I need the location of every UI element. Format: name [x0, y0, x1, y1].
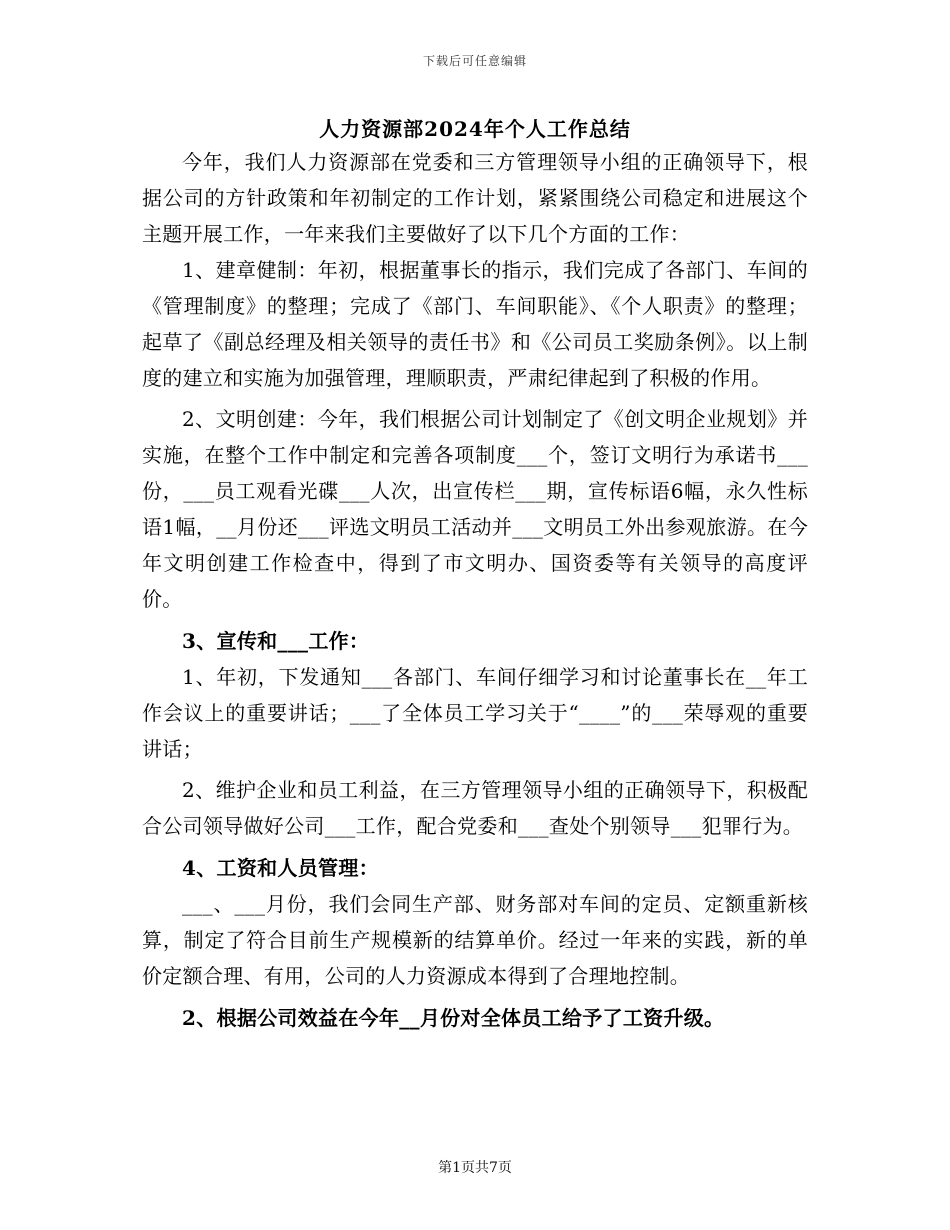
- section-heading-publicity: 3、宣传和___工作：: [182, 629, 370, 653]
- salary-item-2: 2、根据公司效益在今年__月份对全体员工给予了工资升级。: [182, 1006, 725, 1030]
- document-title: 人力资源部2024年个人工作总结: [319, 117, 631, 141]
- publicity-item-2: 2、维护企业和员工利益，在三方管理领导小组的正确领导下，积极配合公司领导做好公司___工作，配合党委和___查处个别领导___犯罪行为。: [142, 778, 808, 838]
- section-civilization-paragraph: 2、文明创建：今年，我们根据公司计划制定了《创文明企业规划》并实施，在整个工作中制定和完善各项制度___个，签订文明行为承诺书___份，___员工观看光碟___人次，出宣传栏___期，宣传标语6幅，永久性标语1幅，__月份还___评选文明员工活动并___文明员工外出参观旅游。在今年文明创建工作检查中，得到了市文明办、国资委等有关领导的高度评价。: [142, 407, 808, 611]
- salary-item-1: ___、___月份，我们会同生产部、财务部对车间的定员、定额重新核算，制定了符合目前生产规模新的结算单价。经过一年来的实践，新的单价定额合理、有用，公司的人力资源成本得到了合理地控制。: [142, 892, 808, 988]
- intro-paragraph: 今年，我们人力资源部在党委和三方管理领导小组的正确领导下，根据公司的方针政策和年初制定的工作计划，紧紧围绕公司稳定和进展这个主题开展工作，一年来我们主要做好了以下几个方面的工作：: [142, 150, 808, 246]
- publicity-item-1: 1、年初，下发通知___各部门、车间仔细学习和讨论董事长在__年工作会议上的重要讲话；___了全体员工学习关于“____”的___荣辱观的重要讲话；: [142, 665, 808, 761]
- document-body: [142, 144, 808, 1036]
- section-heading-salary: 4、工资和人员管理：: [182, 856, 379, 880]
- section-rules-paragraph: 1、建章健制：年初，根据董事长的指示，我们完成了各部门、车间的《管理制度》的整理；完成了《部门、车间职能》、《个人职责》的整理；起草了《副总经理及相关领导的责任书》和《公司员工奖励条例》。以上制度的建立和实施为加强管理，理顺职责，严肃纪律起到了积极的作用。: [142, 258, 808, 390]
- header-note: 下载后可任意编辑: [422, 54, 527, 68]
- page-number: 第1页共7页: [438, 1160, 512, 1176]
